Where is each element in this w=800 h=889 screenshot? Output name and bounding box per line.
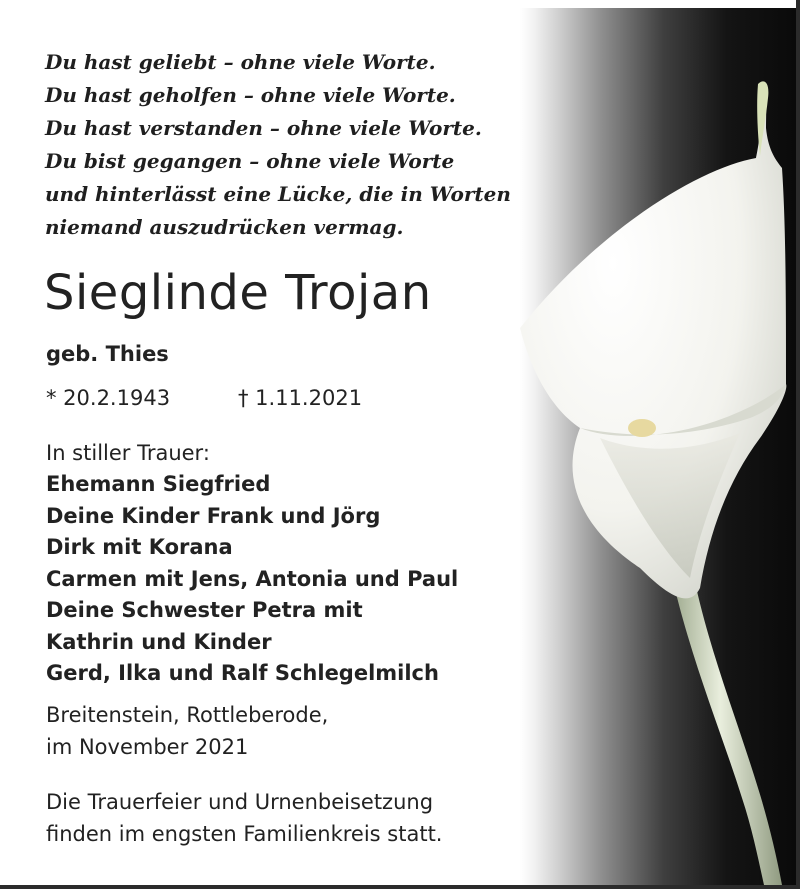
place-line: Breitenstein, Rottleberode, [46,703,329,727]
poem-line: Du hast geliebt – ohne viele Worte. [45,50,436,74]
mourning-label: In stiller Trauer: [46,441,210,465]
poem-line: Du hast verstanden – ohne viele Worte. [45,116,482,140]
mourner-line: Kathrin und Kinder [46,629,272,654]
mourner-line: Dirk mit Korana [46,535,233,559]
flower-spadix [628,419,656,437]
mourner-line: Ehemann Siegfried [46,472,271,496]
poem-line: und hinterlässt eine Lücke, die in Worten [45,182,511,206]
funeral-info [46,787,442,850]
mourners-list [46,469,458,690]
poem-line: niemand auszudrücken vermag. [45,215,404,239]
funeral-line: Die Trauerfeier und Urnenbeisetzung [46,790,434,814]
mourner-line: Carmen mit Jens, Antonia und Paul [46,566,459,591]
birth-date: * 20.2.1943 [46,386,171,410]
mourner-line: Gerd, Ilka und Ralf Schlegelmilch [46,661,439,685]
mourner-line: Deine Kinder Frank und Jörg [46,503,381,528]
calla-lily-photo [520,8,796,885]
funeral-line: finden im engsten Familienkreis statt. [46,821,443,846]
place-and-date [46,700,328,763]
date-line: im November 2021 [46,734,249,759]
poem [45,46,511,244]
death-date: † 1.11.2021 [238,386,363,410]
mourner-line: Deine Schwester Petra mit [46,598,363,622]
poem-line: Du bist gegangen – ohne viele Worte [45,149,455,173]
life-dates [46,382,363,414]
deceased-name: Sieglinde Trojan [44,265,432,321]
maiden-name: geb. Thies [46,342,169,366]
calla-lily-icon [520,8,796,885]
poem-line: Du hast geholfen – ohne viele Worte. [45,83,456,107]
flower-stem [670,568,782,885]
